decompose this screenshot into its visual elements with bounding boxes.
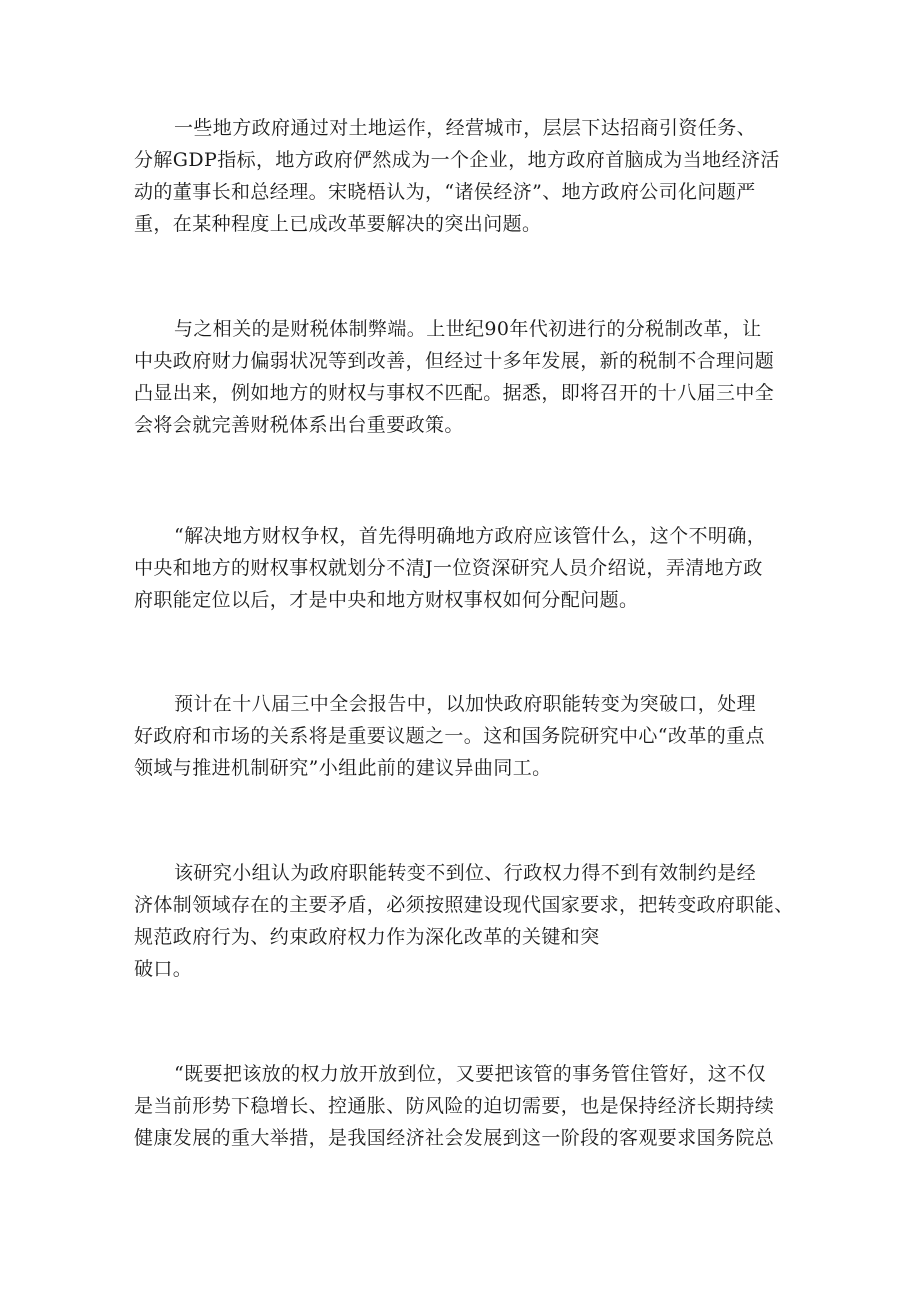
paragraph-line: 重，在某种程度上已成改革要解决的突出问题。 [134, 213, 542, 235]
paragraph-line: 该研究小组认为政府职能转变不到位、行政权力得不到有效制约是经 [174, 862, 757, 884]
paragraph-line: 预计在十八届三中全会报告中，以加快政府职能转变为突破口，处理 [174, 693, 757, 715]
paragraph-6 [134, 1058, 796, 1154]
paragraph-line: 与之相关的是财税体制弊端。上世纪90年代初进行的分税制改革，让 [174, 318, 762, 340]
paragraph-2 [134, 313, 796, 441]
paragraph-line: 好政府和市场的关系将是重要议题之一。这和国务院研究中心“改革的重点 [134, 725, 765, 747]
paragraph-4 [134, 688, 796, 784]
paragraph-1 [134, 112, 796, 240]
paragraph-line: 规范政府行为、约束政府权力作为深化改革的关键和突 [134, 926, 600, 948]
paragraph-line: 中央政府财力偏弱状况等到改善，但经过十多年发展，新的税制不合理问题 [134, 350, 775, 372]
paragraph-line: 会将会就完善财税体系出台重要政策。 [134, 414, 464, 436]
paragraph-line: 中央和地方的财权事权就划分不清J一位资深研究人员介绍说，弄清地方政 [134, 557, 763, 579]
paragraph-line: 府职能定位以后，才是中央和地方财权事权如何分配问题。 [134, 589, 639, 611]
paragraph-line: “解决地方财权争权，首先得明确地方政府应该管什么，这个不明确， [174, 525, 767, 547]
paragraph-line: 一些地方政府通过对土地运作，经营城市，层层下达招商引资任务、 [174, 117, 757, 139]
paragraph-line: 凸显出来，例如地方的财权与事权不匹配。据悉，即将召开的十八届三中全 [134, 382, 775, 404]
paragraph-line: 分解GDP指标，地方政府俨然成为一个企业，地方政府首脑成为当地经济活 [134, 149, 780, 171]
paragraph-3 [134, 520, 796, 616]
paragraph-line: “既要把该放的权力放开放到位，又要把该管的事务管住管好，这不仅 [174, 1063, 767, 1085]
paragraph-line: 领域与推进机制研究”小组此前的建议异曲同工。 [134, 757, 552, 779]
paragraph-line: 破口。 [134, 958, 193, 980]
paragraph-line: 是当前形势下稳增长、控通胀、防风险的迫切需要，也是保持经济长期持续 [134, 1095, 775, 1117]
paragraph-line: 动的董事长和总经理。宋晓梧认为，“诸侯经济”、地方政府公司化问题严 [134, 181, 756, 203]
paragraph-line: 健康发展的重大举措，是我国经济社会发展到这一阶段的客观要求国务院总 [134, 1127, 775, 1149]
paragraph-line: 济体制领域存在的主要矛盾，必须按照建设现代国家要求，把转变政府职能、 [134, 894, 794, 916]
paragraph-5 [134, 857, 796, 985]
